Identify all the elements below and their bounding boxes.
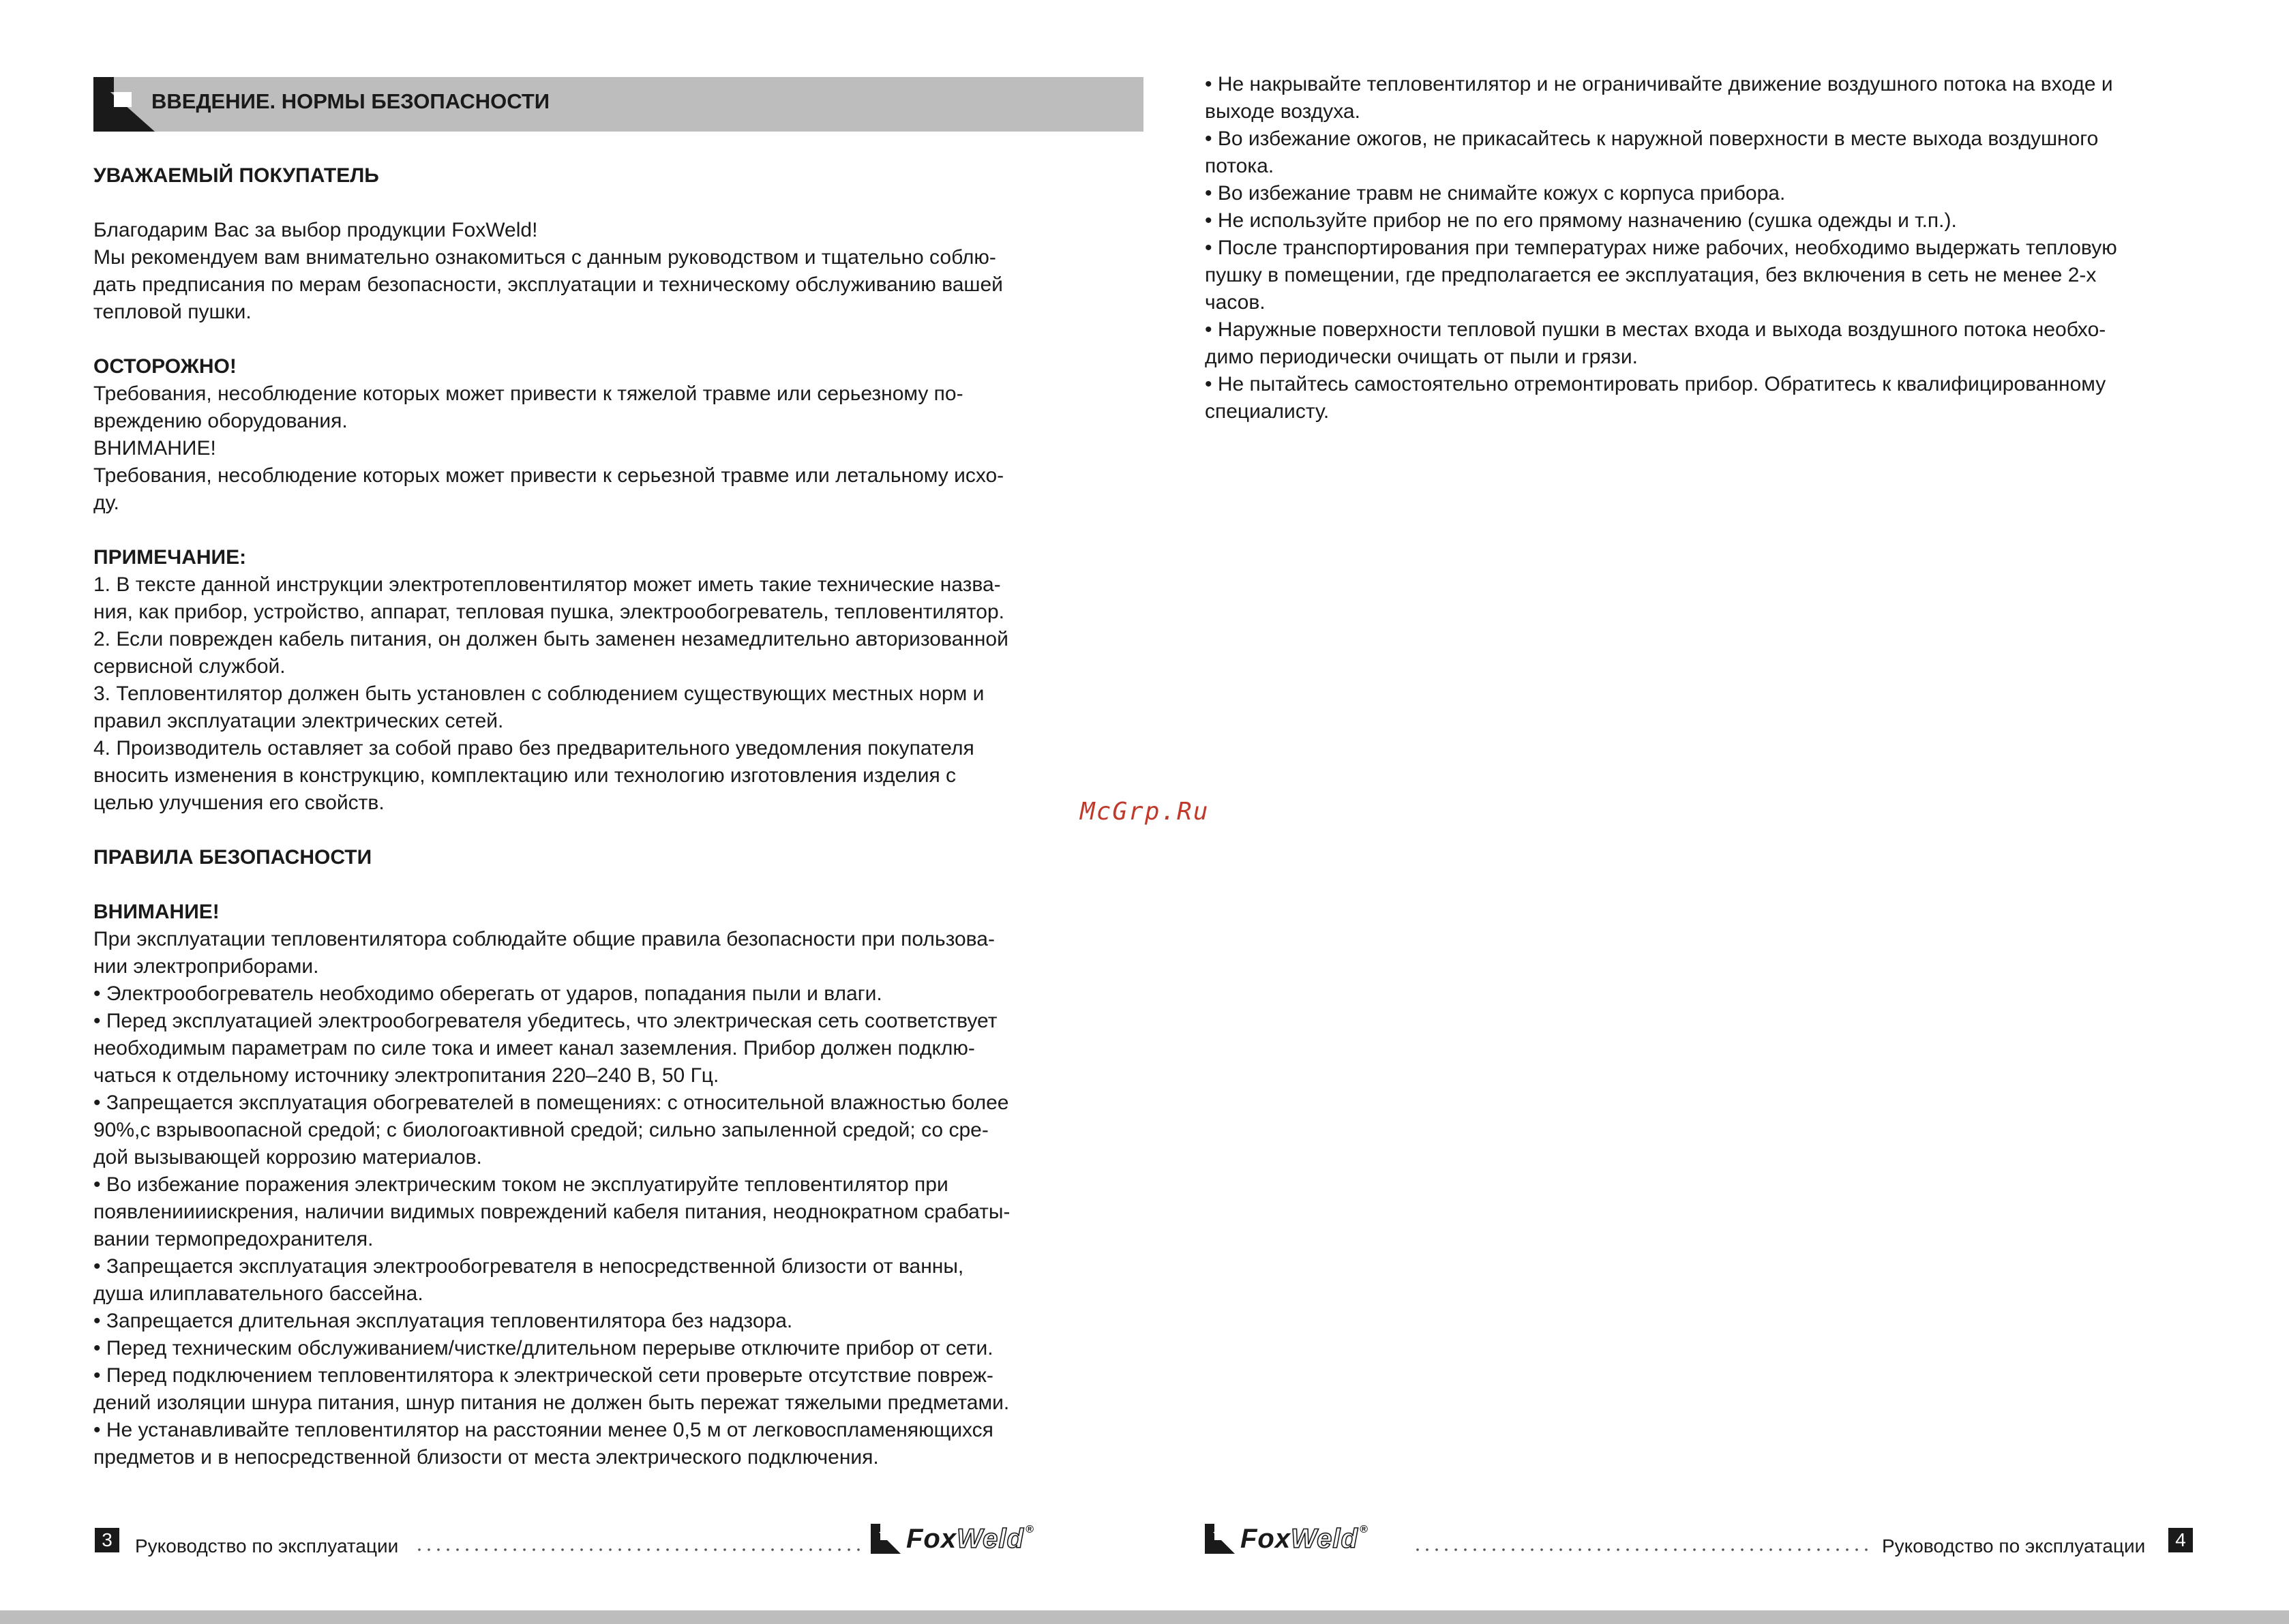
text-line: • Не используйте прибор не по его прямому назначению (сушка одежды и т.п.). xyxy=(1205,209,1957,232)
section-heading: ОСТОРОЖНО! xyxy=(93,355,237,378)
text-line: правил эксплуатации электрических сетей. xyxy=(93,710,504,732)
text-line: • Перед подключением тепловентилятора к электрической сети проверьте отсутствие повреж- xyxy=(93,1364,993,1387)
text-line: • Не накрывайте тепловентилятор и не ограничивайте движение воздушного потока на входе и xyxy=(1205,73,2113,95)
text-line: вносить изменения в конструкцию, комплектацию или технологию изготовления изделия с xyxy=(93,764,957,787)
text-line: • Запрещается эксплуатация обогревателей в помещениях: с относительной влажностью более xyxy=(93,1092,1009,1114)
text-line: ду. xyxy=(93,492,119,514)
footer-dot-leader-left xyxy=(415,1548,865,1552)
page-number-right: 4 xyxy=(2168,1528,2193,1552)
text-line: необходимым параметрам по силе тока и имеет канал заземления. Прибор должен подклю- xyxy=(93,1037,975,1059)
text-line: душа илиплавательного бассейна. xyxy=(93,1282,423,1305)
text-line: Требования, несоблюдение которых может привести к тяжелой травме или серьезному по- xyxy=(93,382,963,405)
text-line: • Не устанавливайте тепловентилятор на расстоянии менее 0,5 м от легковоспламеняющихся xyxy=(93,1419,993,1441)
blank-line xyxy=(93,326,1116,353)
text-line: • Электрообогреватель необходимо оберегать от ударов, попадания пыли и влаги. xyxy=(93,982,882,1005)
watermark-text: McGrp.Ru xyxy=(1080,798,1210,826)
section-heading: УВАЖАЕМЫЙ ПОКУПАТЕЛЬ xyxy=(93,164,379,187)
text-line: сервисной службой. xyxy=(93,655,286,678)
text-line: • Перед техническим обслуживанием/чистке/длительном перерыве отключите прибор от сети. xyxy=(93,1337,993,1359)
text-line: Благодарим Вас за выбор продукции FoxWeld! xyxy=(93,219,538,241)
text-line: • Перед эксплуатацией электрообогревателя убедитесь, что электрическая сеть соответствует xyxy=(93,1010,998,1032)
section-title: ВВЕДЕНИЕ. НОРМЫ БЕЗОПАСНОСТИ xyxy=(151,89,550,113)
text-line: • Запрещается эксплуатация электрообогревателя в непосредственной близости от ванны, xyxy=(93,1255,964,1278)
bottom-edge-bar xyxy=(0,1610,2289,1624)
footer-dot-leader-right xyxy=(1413,1548,1868,1552)
text-line: часов. xyxy=(1205,291,1266,314)
foxweld-logo-right xyxy=(1205,1523,1368,1554)
text-line: вании термопредохранителя. xyxy=(93,1228,374,1250)
footer-manual-label-right: Руководство по эксплуатации xyxy=(1882,1535,2146,1557)
text-line: • Во избежание ожогов, не прикасайтесь к наружной поверхности в месте выхода воздушного xyxy=(1205,127,2099,150)
text-line: предметов и в непосредственной близости от места электрического подключения. xyxy=(93,1446,879,1469)
text-line: чаться к отдельному источнику электропитания 220–240 В, 50 Гц. xyxy=(93,1064,719,1087)
blank-line xyxy=(93,190,1116,217)
text-line: ния, как прибор, устройство, аппарат, тепловая пушка, электрообогреватель, тепловентилятор. xyxy=(93,601,1004,623)
text-line: нии электроприборами. xyxy=(93,955,319,978)
text-line: • Не пытайтесь самостоятельно отремонтировать прибор. Обратитесь к квалифицированному xyxy=(1205,373,2106,395)
text-line: 90%,с взрывоопасной средой; с биологоактивной средой; сильно запыленной средой; со сре- xyxy=(93,1119,989,1141)
footer-manual-label-left: Руководство по эксплуатации xyxy=(135,1535,399,1557)
text-line: При эксплуатации тепловентилятора соблюдайте общие правила безопасности при пользова- xyxy=(93,928,995,950)
text-line: пушку в помещении, где предполагается ее эксплуатация, без включения в сеть не менее 2-х xyxy=(1205,264,2097,286)
foxweld-wordmark: FoxWeld ® xyxy=(1240,1523,1368,1554)
page-number-left: 3 xyxy=(95,1528,119,1552)
foxweld-mark-icon xyxy=(871,1524,901,1554)
text-line: • После транспортирования при температурах ниже рабочих, необходимо выдержать тепловую xyxy=(1205,237,2117,259)
text-line: 3. Тепловентилятор должен быть установлен с соблюдением существующих местных норм и xyxy=(93,682,985,705)
blank-line xyxy=(93,817,1116,844)
text-line: ВНИМАНИЕ! xyxy=(93,437,216,460)
text-line: дений изоляции шнура питания, шнур питания не должен быть пережат тяжелыми предметами. xyxy=(93,1392,1010,1414)
foxweld-mark-icon xyxy=(1205,1524,1235,1554)
text-line: дать предписания по мерам безопасности, эксплуатации и техническому обслуживанию вашей xyxy=(93,273,1003,296)
blank-line xyxy=(93,517,1116,544)
text-line: 4. Производитель оставляет за собой право без предварительного уведомления покупателя xyxy=(93,737,974,760)
text-line: выходе воздуха. xyxy=(1205,100,1360,123)
text-line: потока. xyxy=(1205,155,1274,177)
text-line: 1. В тексте данной инструкции электротепловентилятор может иметь такие технические назва- xyxy=(93,573,1001,596)
blank-line xyxy=(93,871,1116,899)
section-heading: ПРАВИЛА БЕЗОПАСНОСТИ xyxy=(93,846,372,869)
text-line: • Запрещается длительная эксплуатация тепловентилятора без надзора. xyxy=(93,1310,793,1332)
text-line: • Во избежание поражения электрическим током не эксплуатируйте тепловентилятор при xyxy=(93,1173,948,1196)
text-line: Требования, несоблюдение которых может привести к серьезной травме или летальному исхо- xyxy=(93,464,1004,487)
foxweld-logo-left xyxy=(871,1523,1034,1554)
right-column-text xyxy=(1205,71,2241,425)
text-line: вреждению оборудования. xyxy=(93,410,348,432)
text-line: димо периодически очищать от пыли и грязи. xyxy=(1205,346,1638,368)
text-line: тепловой пушки. xyxy=(93,301,252,323)
text-line: • Наружные поверхности тепловой пушки в местах входа и выхода воздушного потока необхо- xyxy=(1205,318,2106,341)
foxweld-wordmark: FoxWeld ® xyxy=(906,1523,1034,1554)
section-heading: ВНИМАНИЕ! xyxy=(93,901,220,923)
text-line: • Во избежание травм не снимайте кожух с корпуса прибора. xyxy=(1205,182,1786,205)
section-heading: ПРИМЕЧАНИЕ: xyxy=(93,546,247,569)
header-corner-icon xyxy=(93,77,155,132)
text-line: появлениииискрения, наличии видимых повреждений кабеля питания, неоднократном срабаты- xyxy=(93,1201,1011,1223)
text-line: 2. Если поврежден кабель питания, он должен быть заменен незамедлительно авторизованной xyxy=(93,628,1008,650)
text-line: специалисту. xyxy=(1205,400,1330,423)
text-line: целью улучшения его свойств. xyxy=(93,792,385,814)
text-line: Мы рекомендуем вам внимательно ознакомиться с данным руководством и тщательно соблю- xyxy=(93,246,996,269)
left-column-text xyxy=(93,162,1116,1471)
text-line: дой вызывающей коррозию материалов. xyxy=(93,1146,482,1169)
